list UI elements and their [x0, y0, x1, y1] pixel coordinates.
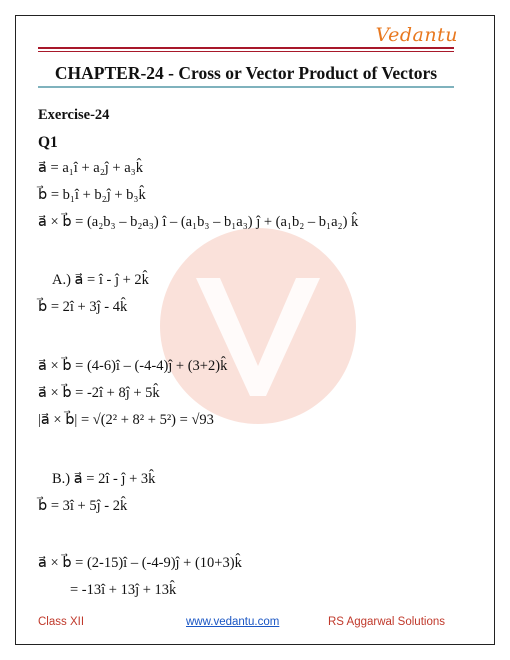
cross-product-formula: a⃗ × b⃗ = (a₂b₃ – b₂a₃) î – (a₁b₃ – b₁a₃) ĵ + (a₁b₂ – b₁a₂) k̂ — [38, 214, 359, 230]
question-label: Q1 — [38, 134, 58, 151]
part-a-cross-step: a⃗ × b⃗ = (4-6)î – (-4-4)ĵ + (3+2)k̂ — [38, 358, 228, 374]
header-rule — [38, 47, 454, 49]
vedantu-watermark-icon — [158, 226, 358, 426]
part-b-cross-result: = -13î + 13ĵ + 13k̂ — [70, 582, 177, 598]
chapter-title: CHAPTER-24 - Cross or Vector Product of Vectors — [54, 63, 438, 83]
part-a-magnitude: |a⃗ × b⃗| = √(2² + 8² + 5²) = √93 — [38, 412, 214, 428]
vector-b-definition: b⃗ = b₁î + b₂ĵ + b₃k̂ — [38, 187, 146, 203]
part-a-vector-b: b⃗ = 2î + 3ĵ - 4k̂ — [38, 299, 128, 315]
vedantu-logo: Vedantu — [375, 24, 458, 46]
part-b-vector-a: B.) a⃗ = 2î - ĵ + 3k̂ — [52, 471, 156, 487]
title-underline — [38, 86, 454, 88]
part-b-cross-step: a⃗ × b⃗ = (2-15)î – (-4-9)ĵ + (10+3)k̂ — [38, 555, 242, 571]
header-rule-thin — [38, 51, 454, 52]
footer-book-label: RS Aggarwal Solutions — [328, 616, 445, 628]
footer-website-link[interactable]: www.vedantu.com — [186, 616, 280, 628]
part-a-vector-a: A.) a⃗ = î - ĵ + 2k̂ — [52, 272, 149, 288]
part-a-cross-result: a⃗ × b⃗ = -2î + 8ĵ + 5k̂ — [38, 385, 160, 401]
exercise-heading: Exercise-24 — [38, 107, 110, 123]
footer-class-label: Class XII — [38, 616, 85, 628]
vector-a-definition: a⃗ = a₁î + a₂ĵ + a₃k̂ — [38, 160, 143, 176]
part-b-vector-b: b⃗ = 3î + 5ĵ - 2k̂ — [38, 498, 128, 514]
